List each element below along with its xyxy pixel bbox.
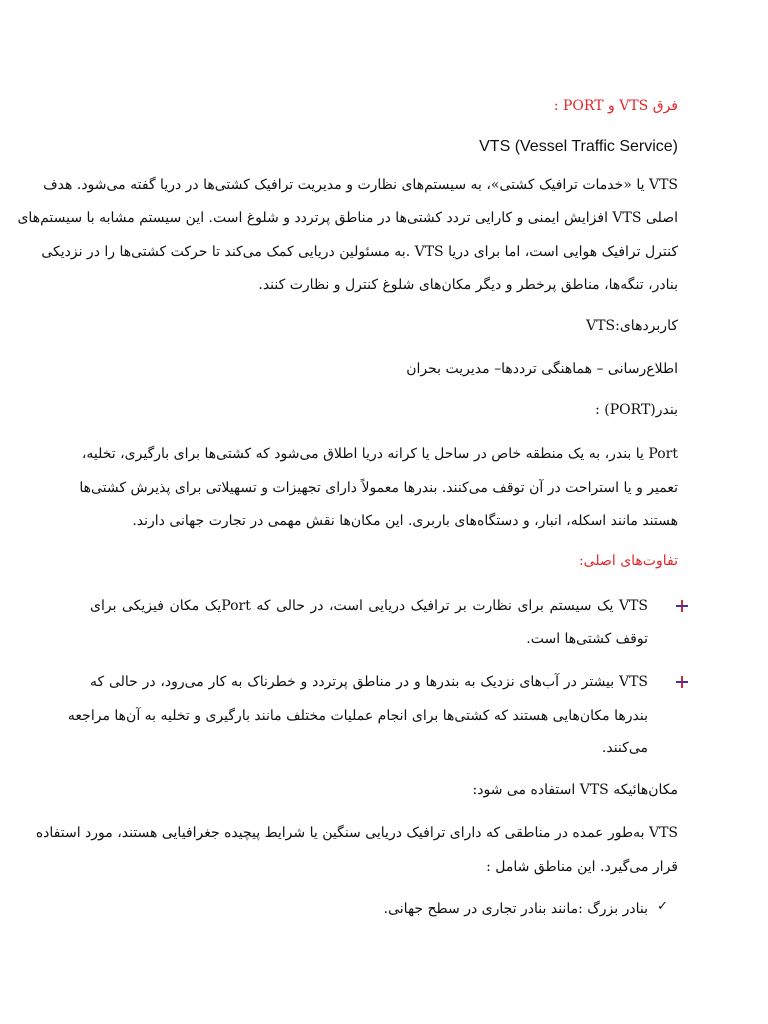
uses-heading: کاربردهای:VTS [586,318,678,334]
checkmark-icon: ✓ [657,899,668,914]
document-page [17,0,678,1024]
places-heading: مکان‌هائیکه VTS استفاده می شود: [472,782,678,798]
main-differences-heading: تفاوت‌های اصلی: [578,553,678,569]
bullet-line: VTS یک سیستم برای نظارت بر ترافیک دریایی است، در حالی که Portیک مکان فیزیکی برای [90,598,648,614]
paragraph-line: کنترل ترافیک هوایی است، اما برای دریا VTS .به مسئولین دریایی کمک می‌کند تا حرکت کشتی‌ها را در نزدیکی [41,244,678,260]
paragraph-line: قرار می‌گیرد. این مناطق شامل : [486,859,678,875]
bullet-line: بندرها مکان‌هایی هستند که کشتی‌ها برای انجام عملیات مختلف مانند بارگیری و تخلیه به آن‌ها مراجعه [67,708,648,724]
heading-vts-port-difference: فرق VTS و PORT : [553,98,678,114]
bullet-plus-icon [676,600,688,612]
bullet-line: توقف کشتی‌ها است. [526,631,648,647]
port-heading: بندر(PORT) : [595,402,678,418]
paragraph-line: تعمیر و یا استراحت در آن توقف می‌کنند. بندرها معمولاً دارای تجهیزات و تسهیلاتی برای پذیرش کشتی‌ها [79,480,678,496]
bullet-plus-icon [676,676,688,688]
paragraph-line: بنادر، تنگه‌ها، مناطق پرخطر و دیگر مکان‌های شلوغ کنترل و نظارت کنند. [258,277,678,293]
check-list-item: بنادر بزرگ :مانند بنادر تجاری در سطح جهانی. [383,901,648,917]
uses-list: اطلاع‌رسانی – هماهنگی ترددها– مدیریت بحران [406,361,678,377]
paragraph-line: اصلی VTS افزایش ایمنی و کارایی تردد کشتی‌ها در مناطق پرتردد و شلوغ است. این سیستم مشابه با سیستم‌های [17,210,678,226]
bullet-line: می‌کنند. [601,740,648,756]
bullet-line: VTS بیشتر در آب‌های نزدیک به بندرها و در مناطق پرتردد و خطرناک به کار می‌رود، در حالی که [90,674,648,690]
paragraph-line: VTS یا «خدمات ترافیک کشتی»، به سیستم‌های نظارت و مدیریت ترافیک کشتی‌ها در دریا گفته می‌شود. هدف [43,177,678,193]
paragraph-line: هستند مانند اسکله، انبار، و دستگاه‌های باربری. این مکان‌ها نقش مهمی در تجارت جهانی دارند. [132,513,678,529]
paragraph-line: VTS به‌طور عمده در مناطقی که دارای ترافیک دریایی سنگین یا شرایط پیچیده جغرافیایی هستند، مورد استفاده [35,825,678,841]
vts-title: VTS (Vessel Traffic Service) [479,138,678,155]
paragraph-line: Port یا بندر، به یک منطقه خاص در ساحل یا کرانه دریا اطلاق می‌شود که کشتی‌ها برای بارگیری، تخلیه، [81,446,678,462]
